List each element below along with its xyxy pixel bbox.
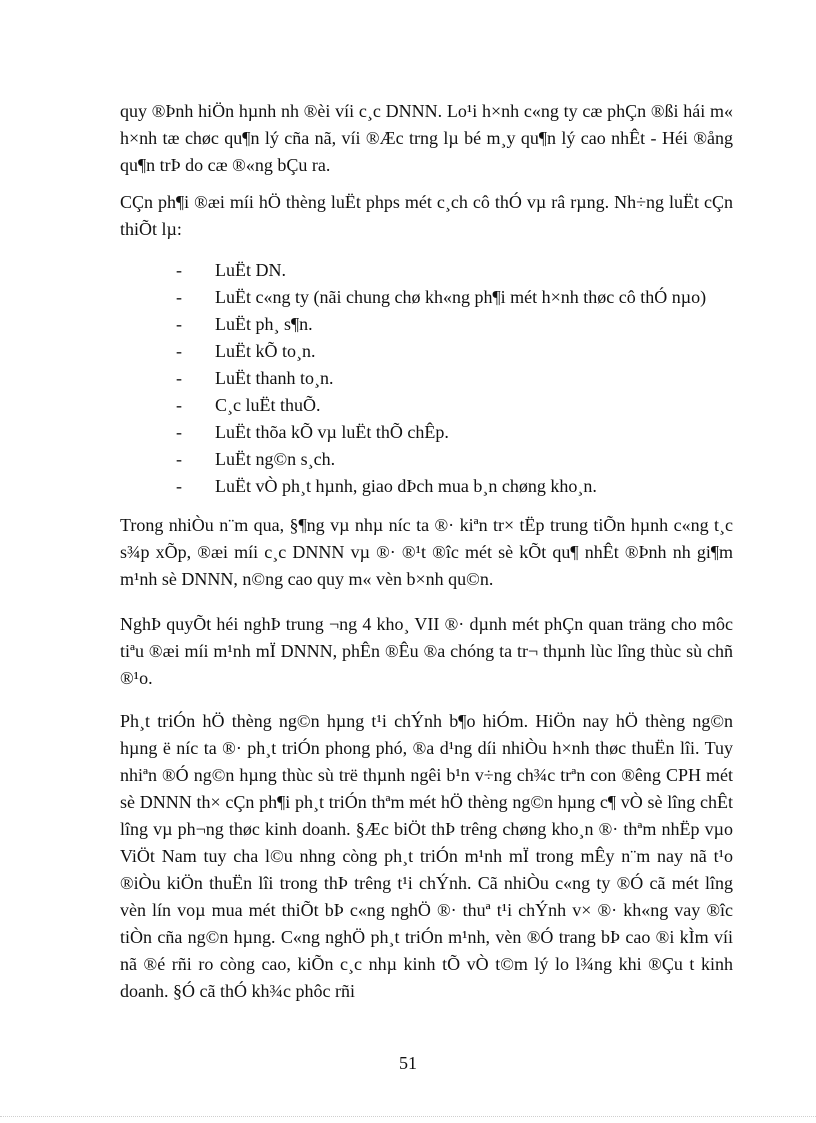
paragraph-resolution: NghÞ quyÕt héi nghÞ trung ¬ng 4 kho¸ VII ®· dµnh mét phÇn quan träng cho môc tiªu ®æi míi m¹nh mÏ DNNN, phÊn ®Êu ®a chóng ta tr¬ thµnh lùc lîng thùc sù chñ ®¹o. xyxy=(120,614,733,688)
footer-divider xyxy=(0,1116,816,1117)
page-number: 51 xyxy=(399,1053,417,1073)
list-item-text: LuËt vÒ ph¸t hµnh, giao dÞch mua b¸n chøng kho¸n. xyxy=(215,476,597,496)
list-item-text: LuËt c«ng ty (nãi chung chø kh«ng ph¶i mét h×nh thøc cô thÓ nµo) xyxy=(215,287,707,307)
list-item-text: LuËt DN. xyxy=(215,260,286,280)
list-item-text: LuËt kÕ to¸n. xyxy=(215,341,316,361)
list-item xyxy=(176,446,706,473)
list-item xyxy=(176,473,706,500)
list-item xyxy=(176,311,706,338)
paragraph-laws-needed: CÇn ph¶i ®æi míi hÖ thèng luËt phps mét c¸ch cô thÓ vµ râ rµng. Nh÷ng luËt cÇn thiÕt lµ: xyxy=(120,192,733,239)
list-bullet: - xyxy=(176,422,182,442)
list-bullet: - xyxy=(176,260,182,280)
paragraph-banking-system: Ph¸t triÓn hÖ thèng ng©n hµng t¹i chÝnh b¶o hiÓm. HiÖn nay hÖ thèng ng©n hµng ë níc ta ®· ph¸t triÓn phong phó, ®a d¹ng díi nhiÒu h×nh thøc thuËn lîi. Tuy nhiªn ®Ó ng©n hµng thùc sù trë thµnh ngêi b¹n v÷ng ch¾c trªn con ®êng CPH mét sè DNNN th× cÇn ph¶i ph¸t triÓn thªm mét hÖ thèng ng©n hµng c¶ vÒ sè lîng chÊt lîng vµ ph¬ng thøc kinh doanh. §Æc biÖt thÞ trêng chøng kho¸n ®· thªm nhËp vµo ViÖt Nam tuy cha l©u nhng còng ph¸t triÓn m¹nh mÏ trong mÊy n¨m nay nã t¹o ®iÒu kiÖn thuËn lîi trong thÞ trêng t¹i chÝnh. Cã nhiÒu c«ng ty ®Ó cã mét lîng vèn lín voµ mua mét thiÕt bÞ c«ng nghÖ ®· thuª t¹i chÝnh v× ®· kh«ng vay ®îc tiÒn cña ng©n hµng. C«ng nghÖ ph¸t triÓn m¹nh, vèn ®Ó trang bÞ cao ®i kÌm víi nã ®é rñi ro còng cao, kiÕn c¸c nhµ kinh tÕ vÒ t©m lý lo l¾ng khi ®Çu t kinh doanh. §Ó cã thÓ kh¾c phôc rñi xyxy=(120,711,733,1001)
list-bullet: - xyxy=(176,368,182,388)
list-item xyxy=(176,392,706,419)
list-bullet: - xyxy=(176,395,182,415)
laws-list xyxy=(176,257,706,500)
paragraph-intro: quy ®Þnh hiÖn hµnh nh ®èi víi c¸c DNNN. Lo¹i h×nh c«ng ty cæ phÇn ®ßi hái m« h×nh tæ chøc qu¶n lý cña nã, víi ®Æc trng lµ bé m¸y qu¶n lý cao nhÊt - Héi ®ång qu¶n trÞ do cæ ®«ng bÇu ra. xyxy=(120,101,733,175)
list-item-text: LuËt thanh to¸n. xyxy=(215,368,334,388)
list-item xyxy=(176,257,706,284)
list-item xyxy=(176,365,706,392)
list-bullet: - xyxy=(176,476,182,496)
list-item-text: LuËt ng©n s¸ch. xyxy=(215,449,336,469)
list-bullet: - xyxy=(176,449,182,469)
list-item xyxy=(176,338,706,365)
list-bullet: - xyxy=(176,341,182,361)
paragraph-reform-results: Trong nhiÒu n¨m qua, §¶ng vµ nhµ níc ta ®· kiªn tr× tËp trung tiÕn hµnh c«ng t¸c s¾p xÕp, ®æi míi c¸c DNNN vµ ®· ®¹t ®îc mét sè kÕt qu¶ nhÊt ®Þnh nh gi¶m m¹nh sè DNNN, n©ng cao quy m« vèn b×nh qu©n. xyxy=(120,515,733,589)
list-item xyxy=(176,419,706,446)
list-bullet: - xyxy=(176,287,182,307)
list-bullet: - xyxy=(176,314,182,334)
list-item-text: LuËt ph¸ s¶n. xyxy=(215,314,313,334)
list-item-text: LuËt thõa kÕ vµ luËt thÕ chÊp. xyxy=(215,422,449,442)
list-item-text: C¸c luËt thuÕ. xyxy=(215,395,321,415)
list-item xyxy=(176,284,706,311)
